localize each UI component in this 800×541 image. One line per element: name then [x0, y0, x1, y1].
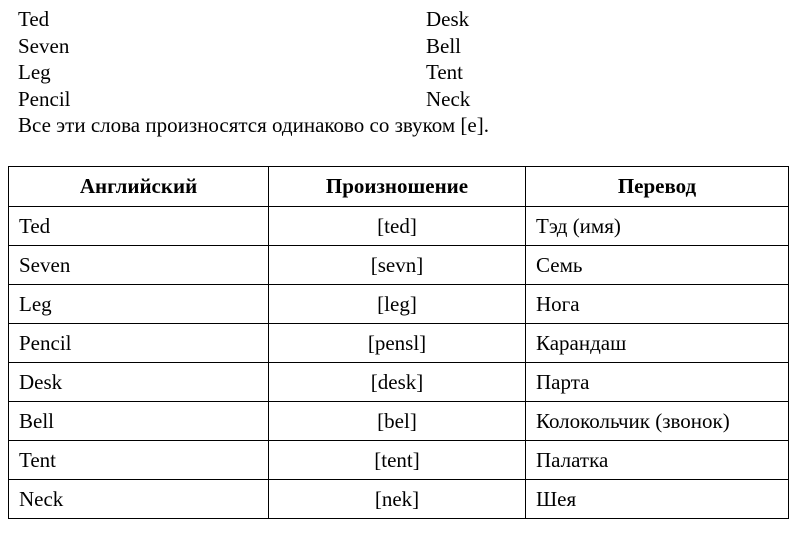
word-right: Bell	[426, 33, 461, 58]
cell-pronunciation: [desk]	[269, 363, 526, 402]
word-right: Tent	[426, 60, 464, 84]
cell-pronunciation: [leg]	[269, 285, 526, 324]
table-row	[9, 402, 789, 441]
word-list-row	[18, 59, 578, 86]
word-right: Neck	[426, 86, 471, 111]
cell-pronunciation: [tent]	[269, 441, 526, 480]
pronunciation-note: Все эти слова произносятся одинаково со звуком [e].	[18, 113, 489, 137]
cell-translation: Шея	[526, 480, 789, 519]
cell-english: Bell	[9, 402, 269, 441]
cell-pronunciation: [nek]	[269, 480, 526, 519]
vocabulary-table	[8, 166, 789, 519]
cell-translation: Палатка	[526, 441, 789, 480]
word-list-row	[18, 33, 578, 60]
table-row	[9, 285, 789, 324]
cell-translation: Тэд (имя)	[526, 207, 789, 246]
header-english: Английский	[9, 167, 269, 207]
word-left: Seven	[18, 33, 70, 58]
cell-translation: Парта	[526, 363, 789, 402]
word-right: Desk	[426, 7, 470, 31]
cell-pronunciation: [bel]	[269, 402, 526, 441]
cell-english: Ted	[9, 207, 269, 246]
word-list-row	[18, 86, 578, 113]
table-row	[9, 441, 789, 480]
word-list	[18, 6, 578, 138]
cell-translation: Семь	[526, 246, 789, 285]
header-pronunciation: Произношение	[269, 167, 526, 207]
cell-english: Seven	[9, 246, 269, 285]
cell-english: Leg	[9, 285, 269, 324]
cell-english: Neck	[9, 480, 269, 519]
word-left: Pencil	[18, 86, 71, 111]
table-header-row	[9, 167, 789, 207]
word-list-row	[18, 6, 578, 33]
table-row	[9, 480, 789, 519]
cell-english: Tent	[9, 441, 269, 480]
cell-pronunciation: [pensl]	[269, 324, 526, 363]
word-left: Ted	[18, 7, 50, 31]
cell-pronunciation: [sevn]	[269, 246, 526, 285]
table-row	[9, 207, 789, 246]
table-row	[9, 363, 789, 402]
cell-english: Desk	[9, 363, 269, 402]
table-row	[9, 246, 789, 285]
cell-translation: Нога	[526, 285, 789, 324]
table-row	[9, 324, 789, 363]
cell-translation: Карандаш	[526, 324, 789, 363]
cell-pronunciation: [ted]	[269, 207, 526, 246]
cell-english: Pencil	[9, 324, 269, 363]
word-left: Leg	[18, 60, 51, 84]
cell-translation: Колокольчик (звонок)	[526, 402, 789, 441]
header-translation: Перевод	[526, 167, 789, 207]
